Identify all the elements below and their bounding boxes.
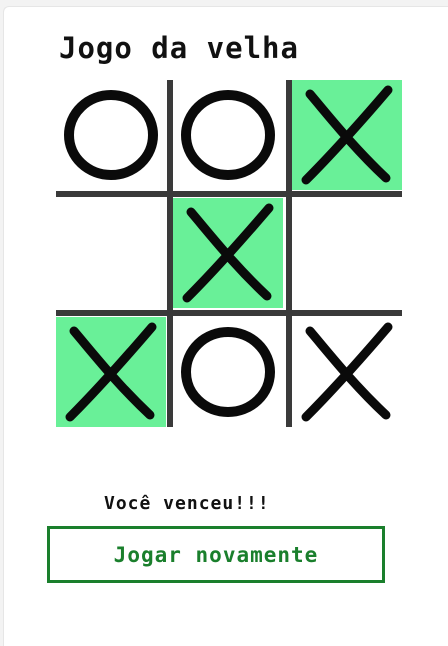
o-mark-icon [173,317,283,427]
board-cell-9[interactable] [292,317,402,427]
game-status: Você venceu!!! [104,493,270,514]
board-cell-1[interactable] [56,80,166,190]
board-cell-7[interactable] [56,317,166,427]
page-frame [3,6,448,646]
x-mark-icon [173,198,283,308]
play-again-button[interactable]: Jogar novamente [47,526,385,583]
x-mark-icon [292,317,402,427]
board-cell-4[interactable] [56,198,166,308]
grid-line-horizontal-2 [56,310,402,316]
grid-line-horizontal-1 [56,191,402,197]
o-mark-icon [173,80,283,190]
board-cell-5[interactable] [173,198,283,308]
grid-line-vertical-1 [167,80,173,427]
x-mark-icon [292,80,402,190]
x-mark-icon [56,317,166,427]
o-mark-icon [56,80,166,190]
grid-line-vertical-2 [286,80,292,427]
board-cell-8[interactable] [173,317,283,427]
game-board [56,80,402,427]
board-cell-6[interactable] [292,198,402,308]
board-cell-2[interactable] [173,80,283,190]
page-title: Jogo da velha [59,31,299,65]
board-cell-3[interactable] [292,80,402,190]
